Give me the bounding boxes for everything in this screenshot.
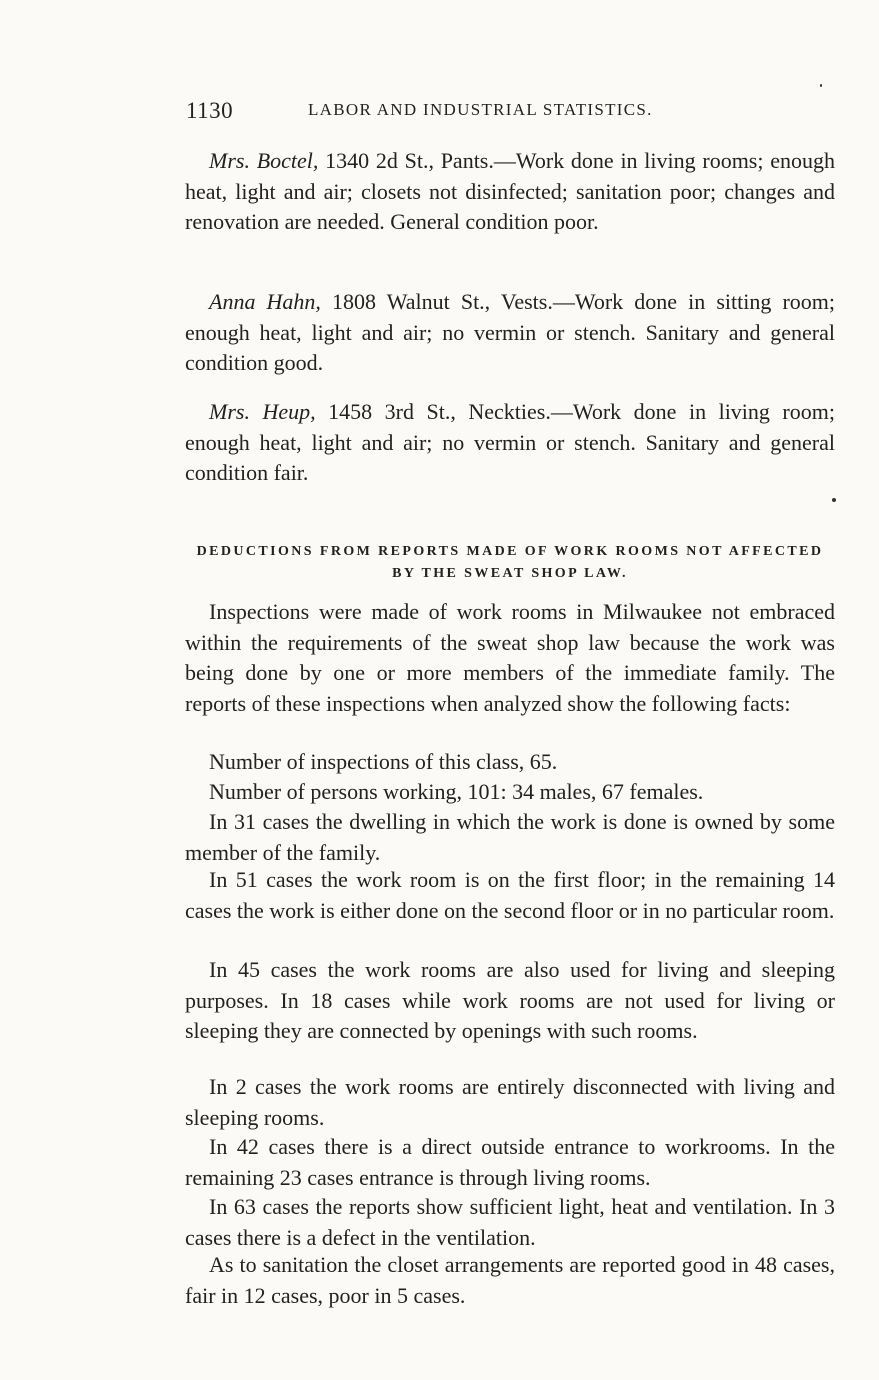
section-heading: DEDUCTIONS FROM REPORTS MADE OF WORK ROOMS NOT AFFECTED BY THE SWEAT SHOP LAW. [196, 544, 824, 581]
entry-text: 1340 2d St., Pants.—Work done in living rooms; enough heat, light and air; closets not disinfected; sanitation poor; changes and renovation are needed. General condition poor. [185, 148, 835, 234]
entry-text: 1458 3rd St., Neckties.—Work done in living room; enough heat, light and air; no vermin or stench. Sanitary and general condition fair. [185, 399, 835, 485]
page-header [186, 96, 836, 126]
body-paragraph: In 2 cases the work rooms are entirely disconnected with living and sleeping rooms. [185, 1074, 835, 1130]
body-paragraph: Number of inspections of this class, 65. [209, 749, 558, 774]
body-paragraph: Number of persons working, 101: 34 males, 67 females. [209, 779, 704, 804]
print-speck [820, 84, 822, 87]
body-paragraph: In 42 cases there is a direct outside entrance to workrooms. In the remaining 23 cases entrance is through living rooms. [185, 1134, 835, 1190]
running-title: LABOR AND INDUSTRIAL STATISTICS. [308, 100, 653, 119]
entry-name: Mrs. Heup, [209, 399, 316, 424]
entry-text: 1808 Walnut St., Vests.—Work done in sitting room; enough heat, light and air; no vermin or stench. Sanitary and general condition good. [185, 289, 836, 375]
body-paragraph: In 63 cases the reports show sufficient light, heat and ventilation. In 3 cases there is a defect in the ventilation. [185, 1194, 835, 1250]
print-speck [832, 498, 836, 502]
entry-name: Mrs. Boctel, [209, 148, 319, 173]
body-paragraph: As to sanitation the closet arrangements are reported good in 48 cases, fair in 12 cases, poor in 5 cases. [185, 1252, 835, 1308]
entry-name: Anna Hahn, [209, 289, 321, 314]
body-paragraph: In 51 cases the work room is on the first floor; in the remaining 14 cases the work is either done on the second floor or in no particular room. [185, 867, 835, 923]
body-paragraph: In 45 cases the work rooms are also used for living and sleeping purposes. In 18 cases while work rooms are not used for living or sleeping they are connected by openings with such rooms. [185, 957, 835, 1043]
body-paragraph: In 31 cases the dwelling in which the work is done is owned by some member of the family. [185, 809, 835, 865]
page-number: 1130 [186, 98, 234, 123]
body-paragraph: Inspections were made of work rooms in Milwaukee not embraced within the requirements of the sweat shop law because the work was being done by one or more members of the immediate family. The reports of these inspections when analyzed show the following facts: [185, 599, 835, 716]
inspection-entry [185, 397, 835, 489]
inspection-entry [185, 287, 835, 379]
inspection-entry [185, 146, 835, 238]
